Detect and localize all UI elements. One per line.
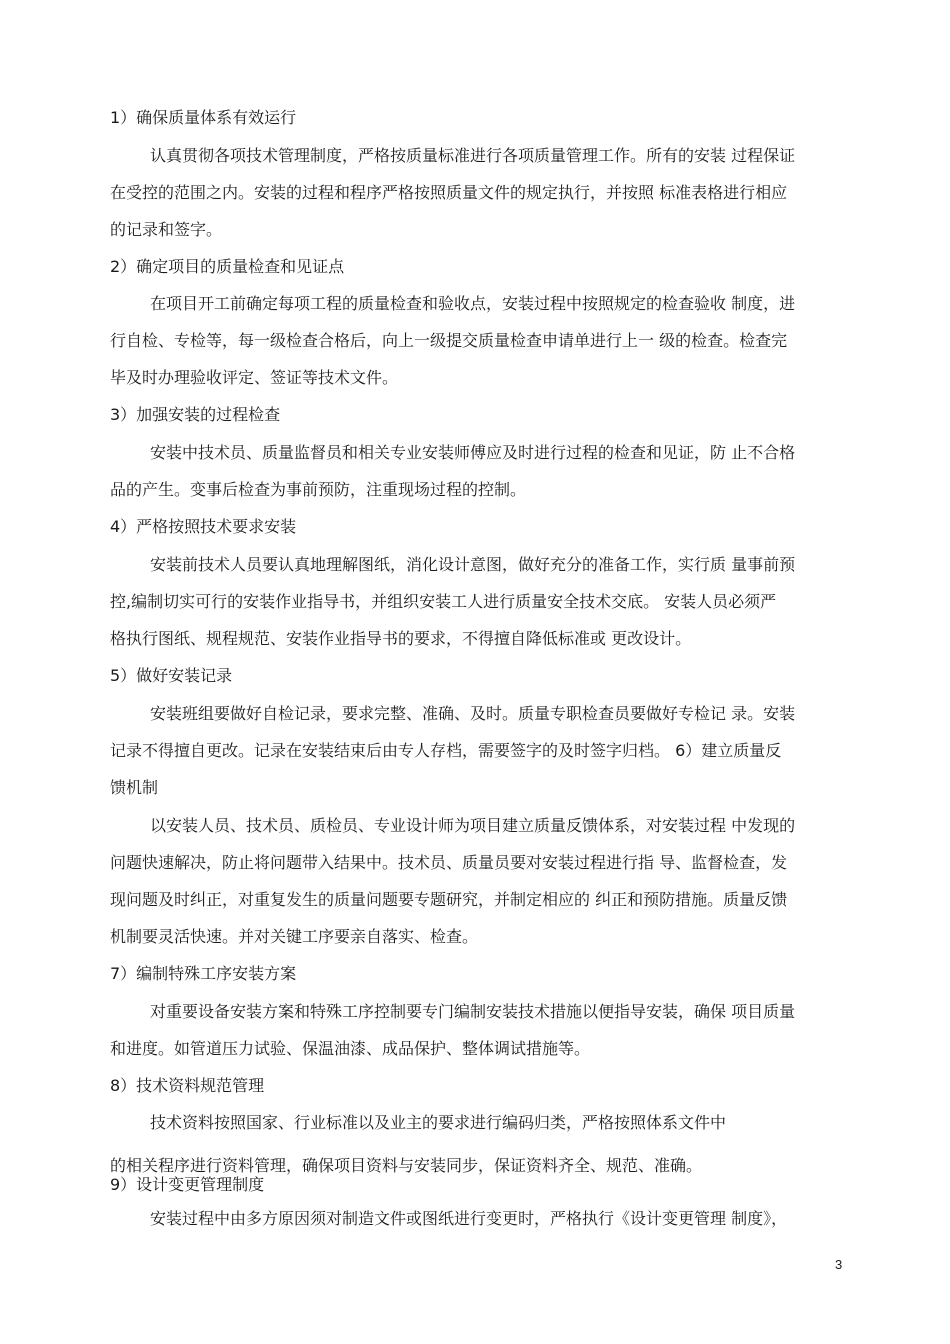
paragraph-line: 问题快速解决，防止将问题带入结果中。技术员、质量员要对安装过程进行指 导、监督检查，发	[110, 853, 788, 872]
paragraph-line: 在项目开工前确定每项工程的质量检查和验收点，安装过程中按照规定的检查验收 制度，进	[150, 294, 796, 313]
section-heading-7: 7）编制特殊工序安装方案	[110, 964, 297, 983]
paragraph-line: 认真贯彻各项技术管理制度，严格按质量标准进行各项质量管理工作。所有的安装 过程保证	[150, 146, 796, 165]
paragraph-line: 记录不得擅自更改。记录在安装结束后由专人存档，需要签字的及时签字归档。 6）建立质量反	[110, 741, 782, 760]
paragraph-line: 安装班组要做好自检记录，要求完整、准确、及时。质量专职检查员要做好专检记 录。安装	[150, 704, 796, 723]
paragraph-line: 安装中技术员、质量监督员和相关专业安装师傅应及时进行过程的检查和见证，防 止不合格	[150, 443, 796, 462]
paragraph-line: 格执行图纸、规程规范、安装作业指导书的要求，不得擅自降低标准或 更改设计。	[110, 629, 692, 648]
paragraph-line: 的相关程序进行资料管理，确保项目资料与安装同步，保证资料齐全、规范、准确。	[110, 1156, 703, 1175]
section-heading-5: 5）做好安装记录	[110, 666, 233, 685]
paragraph-line: 技术资料按照国家、行业标准以及业主的要求进行编码归类，严格按照体系文件中	[150, 1113, 727, 1132]
section-heading-2: 2）确定项目的质量检查和见证点	[110, 257, 345, 276]
paragraph-line: 品的产生。变事后检查为事前预防，注重现场过程的控制。	[110, 480, 527, 499]
paragraph-line: 行自检、专检等，每一级检查合格后，向上一级提交质量检查申请单进行上一 级的检查。检查完	[110, 331, 788, 350]
paragraph-line: 安装前技术人员要认真地理解图纸，消化设计意图，做好充分的准备工作，实行质 量事前预	[150, 555, 796, 574]
paragraph-line: 安装过程中由多方原因须对制造文件或图纸进行变更时，严格执行《设计变更管理 制度》，	[150, 1209, 788, 1228]
paragraph-line: 机制要灵活快速。并对关键工序要亲自落实、检查。	[110, 927, 479, 946]
section-heading-1: 1）确保质量体系有效运行	[110, 108, 297, 127]
paragraph-line: 对重要设备安装方案和特殊工序控制要专门编制安装技术措施以便指导安装，确保 项目质量	[150, 1002, 796, 1021]
page-number: 3	[835, 1257, 843, 1272]
paragraph-line: 和进度。如管道压力试验、保温油漆、成品保护、整体调试措施等。	[110, 1039, 591, 1058]
section-heading-9: 9）设计变更管理制度	[110, 1175, 265, 1194]
section-heading-4: 4）严格按照技术要求安装	[110, 517, 297, 536]
paragraph-line: 现问题及时纠正，对重复发生的质量问题要专题研究，并制定相应的 纠正和预防措施。质量反馈	[110, 890, 788, 909]
paragraph-line: 在受控的范围之内。安装的过程和程序严格按照质量文件的规定执行，并按照 标准表格进行相应	[110, 183, 788, 202]
paragraph-line: 馈机制	[110, 778, 159, 797]
section-heading-8: 8）技术资料规范管理	[110, 1076, 265, 1095]
paragraph-line: 的记录和签字。	[110, 220, 223, 239]
paragraph-line: 以安装人员、技术员、质检员、专业设计师为项目建立质量反馈体系，对安装过程 中发现的	[150, 816, 796, 835]
paragraph-line: 毕及时办理验收评定、签证等技术文件。	[110, 368, 399, 387]
paragraph-line: 控,编制切实可行的安装作业指导书，并组织安装工人进行质量安全技术交底。 安装人员必须严	[110, 592, 777, 611]
section-heading-3: 3）加强安装的过程检查	[110, 405, 281, 424]
